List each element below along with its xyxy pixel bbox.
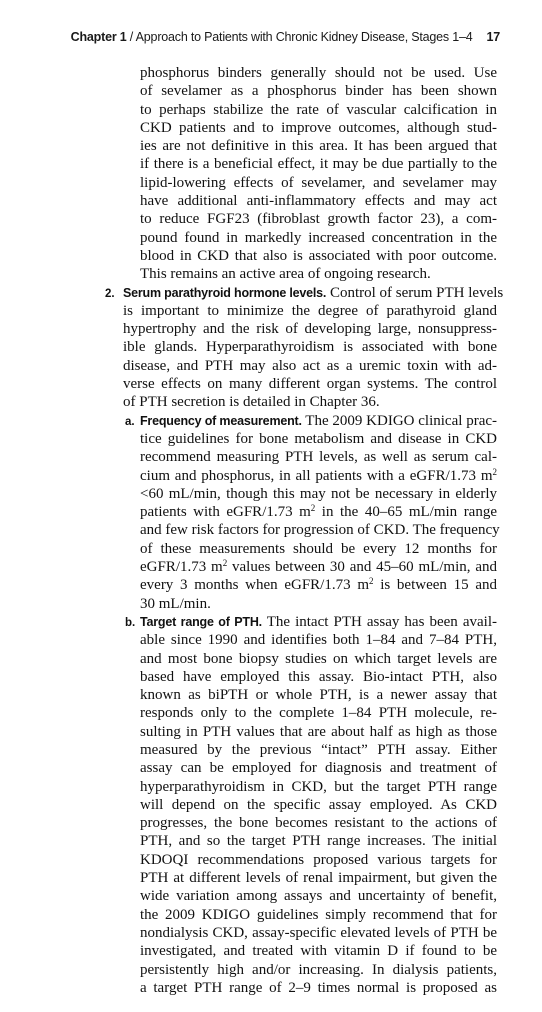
- list-item-letter: a.: [125, 415, 135, 428]
- text-line: [140, 576, 497, 594]
- text-run: every 3 months when eGFR/1.73 m: [140, 577, 369, 594]
- text-line: CKD patients and to improve outcomes, although stud-: [140, 119, 497, 136]
- text-line: [140, 467, 497, 485]
- text-line: [123, 284, 504, 302]
- list-item-2b: [125, 613, 497, 997]
- list-item-2: [105, 284, 504, 412]
- text-line: to reduce FGF23 (fibroblast growth factor 23), a com-: [140, 211, 497, 228]
- text-line: nondialysis CKD, assay-specific elevated levels of PTH be: [140, 924, 497, 941]
- text-line: the 2009 KDIGO guidelines simply recommend that for: [140, 906, 497, 923]
- text-line: lipid-lowering effects of sevelamer, and sevelamer may: [140, 174, 497, 191]
- text-line: to perhaps stabilize the rate of vascular calcification in: [140, 101, 497, 118]
- chapter-label: Chapter 1: [70, 30, 127, 44]
- text-line: PTH at different levels of renal impairment, but given the: [140, 870, 497, 887]
- superscript: 2: [310, 503, 316, 514]
- page-body: [0, 64, 542, 997]
- text-run: values between 30 and 45–60 mL/min, and: [227, 559, 497, 576]
- text-line: of sevelamer as a phosphorus binder has been shown: [140, 83, 497, 100]
- text-line: if there is a beneficial effect, it may be due partially to the: [140, 156, 497, 173]
- text-line: disease, and PTH may also act as a uremic toxin with ad-: [123, 357, 497, 374]
- header-separator: /: [126, 30, 136, 44]
- text-line: responds only to the complete 1–84 PTH molecule, re-: [140, 705, 497, 722]
- text-line: [140, 613, 497, 631]
- text-line: progresses, the bone becomes resistant to the actions of: [140, 815, 497, 832]
- chapter-title: Approach to Patients with Chronic Kidney Disease, Stages 1–4: [135, 30, 473, 44]
- text-run: The intact PTH assay has been avail-: [261, 613, 497, 630]
- text-line: tice guidelines for bone metabolism and disease in CKD: [140, 430, 497, 447]
- text-line: hypertrophy and the risk of developing large, nonsuppress-: [123, 321, 497, 338]
- text-run: is between 15 and: [373, 577, 497, 594]
- text-run: Control of serum PTH levels: [326, 284, 504, 301]
- text-line: known as biPTH or whole PTH, is a newer assay that: [140, 687, 497, 704]
- text-line: phosphorus binders generally should not be used. Use: [140, 65, 497, 81]
- superscript: 2: [222, 558, 228, 569]
- text-line: [140, 503, 497, 521]
- text-line: [140, 558, 497, 576]
- text-line: measured by the previous “intact” PTH assay. Either: [140, 741, 497, 758]
- text-line: sulting in PTH values that are about half as high as those: [140, 723, 497, 740]
- text-line: <60 mL/min, though this may not be necessary in elderly: [140, 485, 497, 502]
- text-run: The 2009 KDIGO clinical prac-: [301, 412, 497, 429]
- text-line: ies are not definitive in this area. It has been argued that: [140, 138, 497, 155]
- text-line: is important to minimize the degree of parathyroid gland: [123, 302, 497, 319]
- text-line: a target PTH range of 2–9 times normal is proposed as: [140, 979, 497, 996]
- item-heading: Target range of PTH.: [140, 614, 262, 629]
- list-item-2a: [125, 412, 500, 613]
- page-number: 17: [486, 30, 500, 44]
- item-heading: Serum parathyroid hormone levels.: [123, 285, 327, 300]
- text-run: eGFR/1.73 m: [140, 559, 223, 576]
- text-line: based have employed this assay. Bio-intact PTH, also: [140, 668, 497, 685]
- text-line: This remains an active area of ongoing research.: [140, 266, 431, 283]
- superscript: 2: [368, 576, 374, 587]
- text-line: wide variation among assays and uncertainty of benefit,: [140, 888, 497, 905]
- text-line: have additional anti-inflammatory effects and may act: [140, 193, 497, 210]
- text-line: persistently high and/or increasing. In dialysis patients,: [140, 961, 497, 978]
- text-line: assay can be employed for diagnosis and treatment of: [140, 760, 497, 777]
- superscript: 2: [492, 466, 497, 477]
- text-line: and most bone biopsy studies on which target levels are: [140, 650, 497, 667]
- running-header: [71, 30, 500, 44]
- text-line: of PTH secretion is detailed in Chapter 36.: [123, 394, 380, 411]
- text-run: in the 40–65 mL/min range: [315, 504, 498, 521]
- text-line: hyperparathyroidism in CKD, but the target PTH range: [140, 778, 497, 795]
- text-line: of these measurements should be every 12 months for: [140, 540, 497, 557]
- text-line: [140, 412, 497, 430]
- text-line: KDOQI recommendations proposed various targets for: [140, 851, 497, 868]
- text-line: investigated, and treated with vitamin D if found to be: [140, 943, 497, 960]
- text-line: recommend measuring PTH levels, as well as serum cal-: [140, 449, 497, 466]
- item-heading: Frequency of measurement.: [140, 413, 302, 428]
- text-run: cium and phosphorus, in all patients with a eGFR/1.73 m: [140, 467, 493, 484]
- list-item-letter: b.: [125, 616, 136, 629]
- text-line: and few risk factors for progression of CKD. The frequency: [140, 522, 500, 539]
- text-run: patients with eGFR/1.73 m: [140, 504, 311, 521]
- text-line: ible glands. Hyperparathyroidism is associated with bone: [123, 339, 497, 356]
- text-line: PTH, and so the target PTH range increases. The initial: [140, 833, 497, 850]
- text-line: verse effects on many different organ systems. The control: [123, 376, 497, 393]
- text-line: able since 1990 and identifies both 1–84 and 7–84 PTH,: [140, 632, 497, 649]
- text-line: 30 mL/min.: [140, 595, 211, 612]
- text-line: pound found in markedly increased concentration in the: [140, 229, 497, 246]
- text-line: will depend on the specific assay employed. As CKD: [140, 796, 497, 813]
- text-line: blood in CKD that also is associated with poor outcome.: [140, 247, 497, 264]
- list-item-number: 2.: [105, 287, 115, 300]
- continuation-paragraph: [140, 64, 497, 284]
